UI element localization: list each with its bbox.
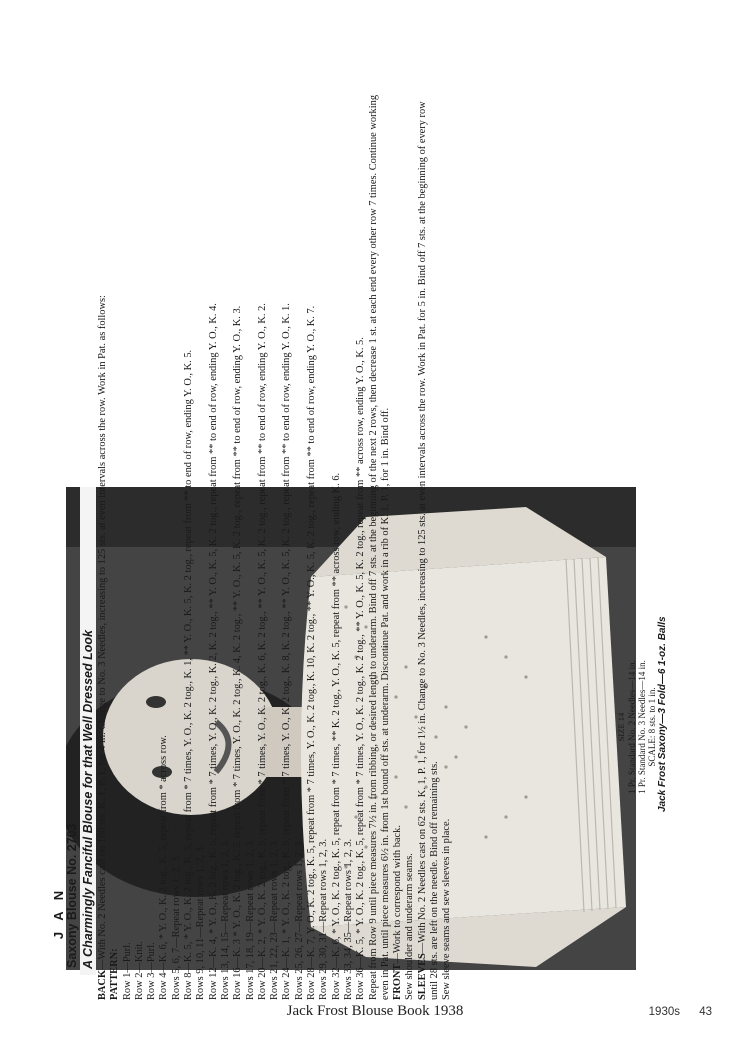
pattern-row: Rows 21, 22, 23—Repeat rows 1, 2, 3. [269,838,281,1000]
book-title: Jack Frost Blouse Book 1938 [286,1003,464,1019]
model-name: J A N [51,886,66,940]
pattern-row: Row 24—K. 1, * Y. O., K. 2 tog., K. 5, repeat from * 7 times, Y. O., K. 2 tog., K. 8, K. 2 tog., ** Y. O., K. 5, K. 2 tog., repeat from ** to end of row, ending Y. O., K. 1. [281,303,293,1000]
needles-line-1: 1 Pr. Standard No. 2 Needles—14 in. [626,660,637,794]
front-text: —Work to correspond with back. [392,825,404,964]
sleeves-paragraph [417,80,442,1000]
size-label: SIZE 14 [616,712,626,742]
sleeves-text: —With No. 2 Needles cast on 62 sts. K. 1, P. 1, for 1½ in. Change to No. 3 Needles, increasing to 125 sts. at even intervals across the row. Work in Pat. for 5 in. Bind off 7 sts. at the beginning of every row until 28 sts. are left on the needle. Bind off remaining sts. [416,101,441,1000]
repeat-paragraph: Repeat from Row 9 until piece measures 7½ in. from ribbing, or desired length to underarm. Bind off 7 sts. at the beginning of the next 2 rows, then decrease 1 st. at each end every other row 7 times. Continue working even in Pat. until piece measures 6½ in. from 1st bound off sts. at underarm. Discontinue Pat. and work in a rib of K. 1, P. 1, for 1 in. Bind off. [367,94,391,1000]
pattern-row: Row 12—K. 4, * Y. O., K. 2 tog., K. 5, repeat from * 7 times, Y. O., K. 2 tog., K. 2, K. 2 tog., ** Y. O., K. 5, K. 2 tog., repeat from ** to end of row, ending Y. O., K. 4. [207,303,219,1000]
needles-line-2: 1 Pr. Standard No. 3 Needles—14 in. [636,660,647,794]
pattern-row: Rows 17, 18, 19—Repeat rows 1, 2, 3. [244,838,256,1000]
pattern-row: Row 16—K. 3 * Y. O., K. 2 tog., K. 5, repeat from * 7 times, Y. O., K. 2 tog., K. 4, K. 2 tog., ** Y. O., K. 5, K. 2 tog., repeat from ** to end of row, ending Y. O., K. 3. [232,305,244,1000]
pattern-row: Rows 29, 30, 31—Repeat rows 1, 2, 3. [318,838,330,1000]
pattern-row: Row 28—K. 7, Y. O., K. 2 tog., K. 5, repeat from * 7 times, Y. O., K. 2 tog., K. 10, K. 2 tog., ** Y. O., K. 5, K. 2 tog., repeat from ** to end of row, ending Y. O., K. 7. [306,305,318,1000]
photo-headline: A Charmingly Fanciful Blouse for that Well Dressed Look [80,487,96,975]
pattern-number: Saxony Blouse No. 2703 [64,823,79,968]
pattern-row: Rows 5, 6, 7—Repeat rows 1, 2, 3. [170,854,182,1000]
pattern-rows [122,80,368,1000]
back-text: —With No. 2 Needles cast on 100 sts. K. 1, P. 1, for 4 in. Change to No. 3 Needles, increasing to 125 sts. at even intervals across the row. Work in Pat. as follows: [97,295,108,970]
pattern-title-block [51,823,79,968]
back-paragraph [97,80,109,1000]
pattern-row: Row 36—K. 5, * Y. O., K. 2 tog., K. 5, repeat from * 7 times, Y. O., K. 2 tog., K. 2 tog., ** Y. O., K. 5, K. 2 tog., repeat from ** across row, ending Y. O., K. 5. [355,337,367,1000]
finish-paragraph: Sew sleeve seams and sew sleeves in place. [441,818,453,1000]
front-label: FRONT [392,963,404,1000]
pattern-row: Row 3—Purl. [146,942,158,1000]
knitting-instructions [97,80,454,1000]
pattern-row: Row 20—K. 2, * Y. O., K. 2 tog., K. 5, repeat from * 7 times, Y. O., K. 2 tog., K. 6, K. 2 tog., ** Y. O., K. 5, K. 2 tog., repeat from ** to end of row, ending Y. O., K. 2. [256,303,268,1000]
sleeves-label: SLEEVES [416,953,428,1000]
seams-paragraph: Sew shoulder and underarm seams. [404,853,416,1000]
pattern-row: Row 1—Purl. [121,942,133,1000]
pattern-row: Row 4—K. 6, * Y. O., K. 2 tog., K. 5, repeat from * across row. [158,735,170,1000]
yarn-line: Jack Frost Saxony—3 Fold—6 1-oz. Balls [656,616,668,812]
pattern-row: Row 32—K. 6, * Y. O., K. 2 tog., K. 5, repeat from * 7 times, ** K. 2 tog., Y. O., K. 5, repeat from ** across row, ending K. 6. [330,472,342,1000]
pattern-label: PATTERN: [109,948,121,1000]
pattern-row: Row 8—K. 5, * Y. O., K. 2 tog., K. 5, repeat from * 7 times, Y. O., K. 2 tog., K. 1, ** Y. O., K. 5, K. 2 tog., repeat from ** to end of row, ending Y. O., K. 5. [183,349,195,1000]
back-label: BACK [97,969,108,1000]
pattern-specs [616,616,668,812]
pattern-row: Rows 13, 14, 15—Repeat rows 1, 2, 3. [219,838,231,1000]
pattern-row: Rows 33, 34, 35—Repeat rows 1, 2, 3. [342,838,354,1000]
pattern-row: Row 2—Knit. [133,941,145,1000]
era-label: 1930s [648,1006,680,1018]
pattern-row: Rows 9, 10, 11—Repeat rows 1, 2, 3. [195,844,207,1000]
page-number: 43 [699,1006,712,1018]
gauge-line: SCALE: 8 sts. to 1 in. [646,687,657,767]
pattern-row: Rows 25, 26, 27—Repeat rows 1, 2, 3. [293,838,305,1000]
front-paragraph [392,80,404,1000]
